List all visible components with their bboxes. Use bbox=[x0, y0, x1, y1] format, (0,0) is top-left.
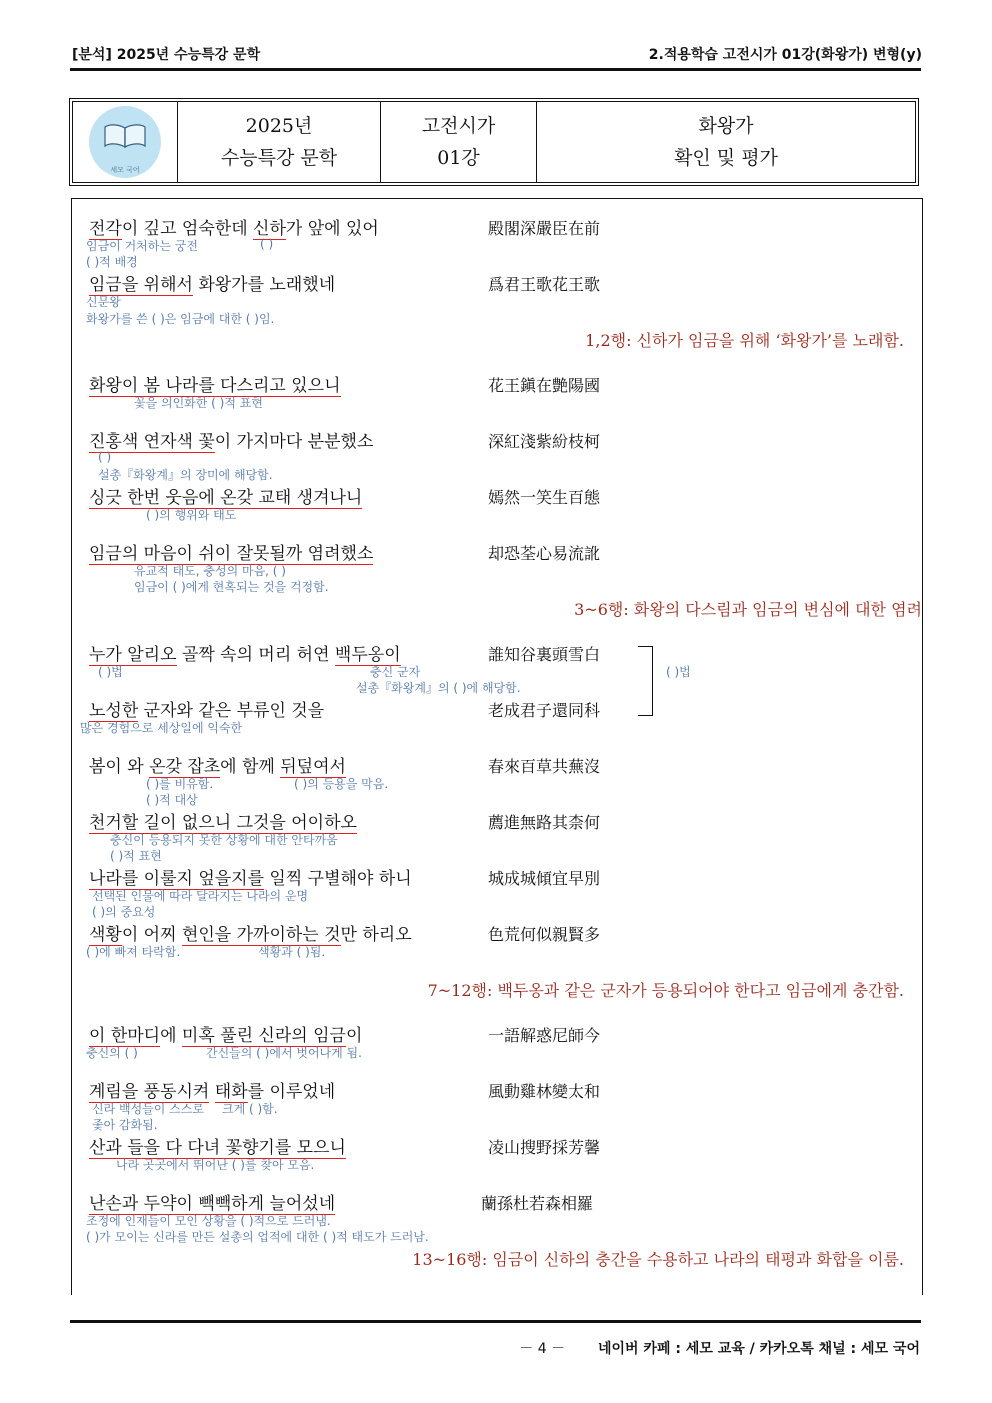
annotation: ( )적 배경 bbox=[86, 255, 138, 269]
hanja-line: 春來百草共蕪沒 bbox=[488, 757, 601, 776]
text-segment: 만 하리오 bbox=[340, 925, 412, 945]
content-frame bbox=[71, 198, 923, 1295]
poem-line bbox=[89, 1133, 346, 1158]
title-cell-work bbox=[537, 102, 915, 182]
underlined-phrase: 백두옹이 bbox=[334, 645, 401, 665]
annotation: ( ) bbox=[98, 450, 112, 464]
logo-text: 세모 국어 bbox=[110, 166, 140, 174]
poem-line bbox=[89, 539, 373, 564]
annotation: 설총『화왕계』의 장미에 해당함. bbox=[98, 468, 273, 482]
hanja-line: 城成城傾宜早別 bbox=[488, 869, 601, 888]
work-subtitle: 확인 및 평가 bbox=[674, 147, 778, 169]
annotation: ( )의 중요성 bbox=[92, 905, 156, 919]
poem-line bbox=[89, 920, 412, 945]
work-title: 화왕가 bbox=[698, 115, 754, 137]
annotation: 크게 ( )함. bbox=[222, 1102, 278, 1116]
annotation: ( )적 대상 bbox=[146, 793, 198, 807]
book-label: 수능특강 문학 bbox=[220, 147, 338, 169]
poem-line bbox=[89, 214, 379, 239]
underlined-phrase: 뒤덮여서 bbox=[280, 757, 346, 777]
text-segment: 군자와 같은 부류인 것을 bbox=[138, 701, 325, 721]
section-summary: 3~6행: 화왕의 다스림과 임금의 변심에 대한 염려 bbox=[574, 600, 922, 619]
footer-rule bbox=[70, 1320, 921, 1323]
annotation: 꽃을 의인화한 ( )적 표현 bbox=[134, 396, 263, 410]
annotation: ( )법 bbox=[98, 665, 123, 679]
text-segment: 에 bbox=[160, 1026, 182, 1046]
annotation: 간신들의 ( )에서 벗어나게 됨. bbox=[206, 1046, 362, 1060]
poem-line bbox=[89, 864, 412, 889]
annotation: 나라 곳곳에서 뛰어난 ( )를 찾아 모음. bbox=[116, 1158, 315, 1172]
title-box bbox=[69, 98, 919, 186]
text-segment: 봄이 와 bbox=[89, 757, 150, 777]
annotation: 유교적 태도, 충성의 마음, ( ) bbox=[134, 564, 286, 578]
underlined-phrase: 전각 bbox=[89, 219, 122, 239]
annotation: 충신의 ( ) bbox=[86, 1046, 138, 1060]
underlined-phrase: 계림을 풍동시켜 bbox=[89, 1082, 210, 1102]
annotation: 신라 백성들이 스스로 bbox=[92, 1102, 204, 1116]
underlined-phrase: 난손과 두약이 빽빽하게 늘어섰네 bbox=[89, 1194, 336, 1214]
annotation: ( )적 표현 bbox=[110, 849, 162, 863]
annotation: 임금이 거처하는 궁전 bbox=[86, 239, 198, 253]
hanja-line: 嫣然一笑生百態 bbox=[488, 488, 601, 507]
text-segment: 화왕가를 노래했네 bbox=[192, 275, 336, 295]
title-cell-unit bbox=[381, 102, 537, 182]
poem-line bbox=[89, 1189, 335, 1214]
poem-line bbox=[89, 1021, 362, 1046]
underlined-phrase: 색황 bbox=[89, 925, 122, 945]
text-segment: 이 깊고 엄숙한데 bbox=[121, 219, 254, 239]
text-segment: 골짝 속의 머리 허연 bbox=[176, 645, 335, 665]
underlined-phrase: 현인을 가까이하는 것 bbox=[181, 925, 341, 945]
annotation: ( )의 등용을 막음. bbox=[294, 777, 389, 791]
poem-line bbox=[89, 1077, 335, 1102]
underlined-phrase: 태화 bbox=[214, 1082, 248, 1102]
page-number: － 4 － bbox=[519, 1341, 566, 1357]
poem-line bbox=[89, 752, 346, 777]
section-summary: 13~16행: 임금이 신하의 충간을 수용하고 나라의 태평과 화합을 이룸. bbox=[412, 1250, 904, 1269]
book-logo-icon bbox=[89, 106, 161, 178]
footer bbox=[519, 1338, 920, 1358]
poem-line bbox=[89, 371, 341, 396]
text-segment: 이 어찌 bbox=[121, 925, 182, 945]
underlined-phrase: 임금의 마음이 쉬이 잘못될까 염려했소 bbox=[89, 544, 374, 564]
hanja-line: 風動雞林變太和 bbox=[488, 1082, 601, 1101]
logo-cell bbox=[73, 102, 178, 182]
hanja-line: 薦進無路其柰何 bbox=[488, 813, 601, 832]
annotation: 색황과 ( )됨. bbox=[258, 945, 326, 959]
annotation: 신문왕 bbox=[86, 295, 121, 309]
annotation: 임금이 ( )에게 현혹되는 것을 걱정함. bbox=[134, 580, 329, 594]
annotation: ( )의 행위와 태도 bbox=[146, 508, 237, 522]
section-summary: 1,2행: 신하가 임금을 위해 ‘화왕가’를 노래함. bbox=[585, 331, 904, 350]
hanja-line: 蘭孫杜若森相羅 bbox=[481, 1194, 594, 1213]
hanja-line: 深紅淺紫紛枝柯 bbox=[488, 432, 601, 451]
poem-line bbox=[89, 270, 335, 295]
hanja-line: 色荒何似親賢多 bbox=[488, 925, 601, 944]
annotation: 많은 경험으로 세상일에 익숙한 bbox=[80, 721, 243, 735]
text-segment: 를 이루었네 bbox=[247, 1082, 336, 1102]
underlined-phrase: 진홍색 연자색 꽃 bbox=[89, 432, 215, 452]
annotation: ( )가 모이는 신라를 만든 설총의 업적에 대한 ( )적 태도가 드러남. bbox=[86, 1230, 429, 1244]
hanja-line: 爲君王歌花王歌 bbox=[488, 275, 601, 294]
poem-line bbox=[89, 808, 357, 833]
underlined-phrase: 미혹 풀린 신라의 임금 bbox=[181, 1026, 346, 1046]
header-left: [분석] 2025년 수능특강 문학 bbox=[72, 47, 261, 63]
title-cell-year bbox=[178, 102, 381, 182]
underlined-phrase: 온갖 잡초 bbox=[149, 757, 221, 777]
annotation: 설총『화왕계』의 ( )에 해당함. bbox=[356, 681, 521, 695]
underlined-phrase: 이 한마디 bbox=[89, 1026, 161, 1046]
genre-label: 고전시가 bbox=[421, 115, 496, 137]
underlined-phrase: 천거할 길이 없으니 그것을 어이하오 bbox=[89, 813, 357, 833]
poem-line bbox=[89, 427, 373, 452]
poem-line bbox=[89, 483, 362, 508]
underlined-phrase: 누가 알리오 bbox=[89, 645, 177, 665]
hanja-line: 殿閣深嚴臣在前 bbox=[488, 219, 601, 238]
hanja-line: 却恐荃心易流訛 bbox=[488, 544, 601, 563]
annotation: 충신 군자 bbox=[370, 665, 421, 679]
underlined-phrase: 신하 bbox=[253, 219, 286, 239]
annotation: 조정에 인재들이 모인 상황을 ( )적으로 드러냄. bbox=[86, 1214, 331, 1228]
hanja-line: 花王鎭在艶陽國 bbox=[488, 376, 601, 395]
text-segment: 에 함께 bbox=[220, 757, 281, 777]
annotation: 선택된 인물에 따라 달라지는 나라의 운명 bbox=[92, 889, 309, 903]
annotation: ( )에 빠져 타락함. bbox=[86, 945, 181, 959]
hanja-line: 老成君子還同科 bbox=[488, 701, 601, 720]
header-right: 2.적용학습 고전시가 01강(화왕가) 변형(y) bbox=[648, 47, 922, 63]
unit-label: 01강 bbox=[437, 147, 480, 169]
poem-line bbox=[89, 640, 401, 665]
underlined-phrase: 화왕이 봄 나라를 다스리고 있으니 bbox=[89, 376, 341, 396]
underlined-phrase: 싱긋 한번 웃음에 온갖 교태 생겨나니 bbox=[89, 488, 363, 508]
header-rule bbox=[70, 68, 921, 71]
text-segment: 이 가지마다 분분했소 bbox=[214, 432, 374, 452]
annotation: 충신이 등용되지 못한 상황에 대한 안타까움 bbox=[110, 833, 338, 847]
text-segment: 가 앞에 있어 bbox=[285, 219, 379, 239]
text-segment: 이 bbox=[345, 1026, 363, 1046]
annotation: ( ) bbox=[260, 237, 274, 251]
annotation: ( )를 비유함. bbox=[146, 777, 214, 791]
underlined-phrase: 나라를 이룰지 엎을지를 bbox=[89, 869, 265, 889]
text-segment bbox=[209, 1082, 214, 1102]
underlined-phrase: 산과 들을 다 다녀 꽃향기를 모으니 bbox=[89, 1138, 346, 1158]
bracket-mark bbox=[638, 646, 653, 716]
underlined-phrase: 노성한 bbox=[89, 701, 139, 721]
text-segment: 일찍 구별해야 하니 bbox=[264, 869, 412, 889]
footer-text: 네이버 카페 : 세모 교육 / 카카오톡 채널 : 세모 국어 bbox=[597, 1341, 920, 1357]
annotation: ( )법 bbox=[666, 665, 691, 679]
underlined-phrase: 임금을 위해서 bbox=[89, 275, 193, 295]
year-label: 2025년 bbox=[245, 115, 313, 137]
annotation: 좇아 감화됨. bbox=[92, 1118, 158, 1132]
hanja-line: 凌山搜野採芳馨 bbox=[488, 1138, 601, 1157]
hanja-line: 一語解惑尼師今 bbox=[488, 1026, 601, 1045]
hanja-line: 誰知谷裏頭雪白 bbox=[488, 645, 601, 664]
poem-line bbox=[89, 696, 324, 721]
section-summary: 7~12행: 백두옹과 같은 군자가 등용되어야 한다고 임금에게 충간함. bbox=[427, 981, 904, 1000]
annotation: 화왕가를 쓴 ( )은 임금에 대한 ( )임. bbox=[86, 312, 275, 326]
